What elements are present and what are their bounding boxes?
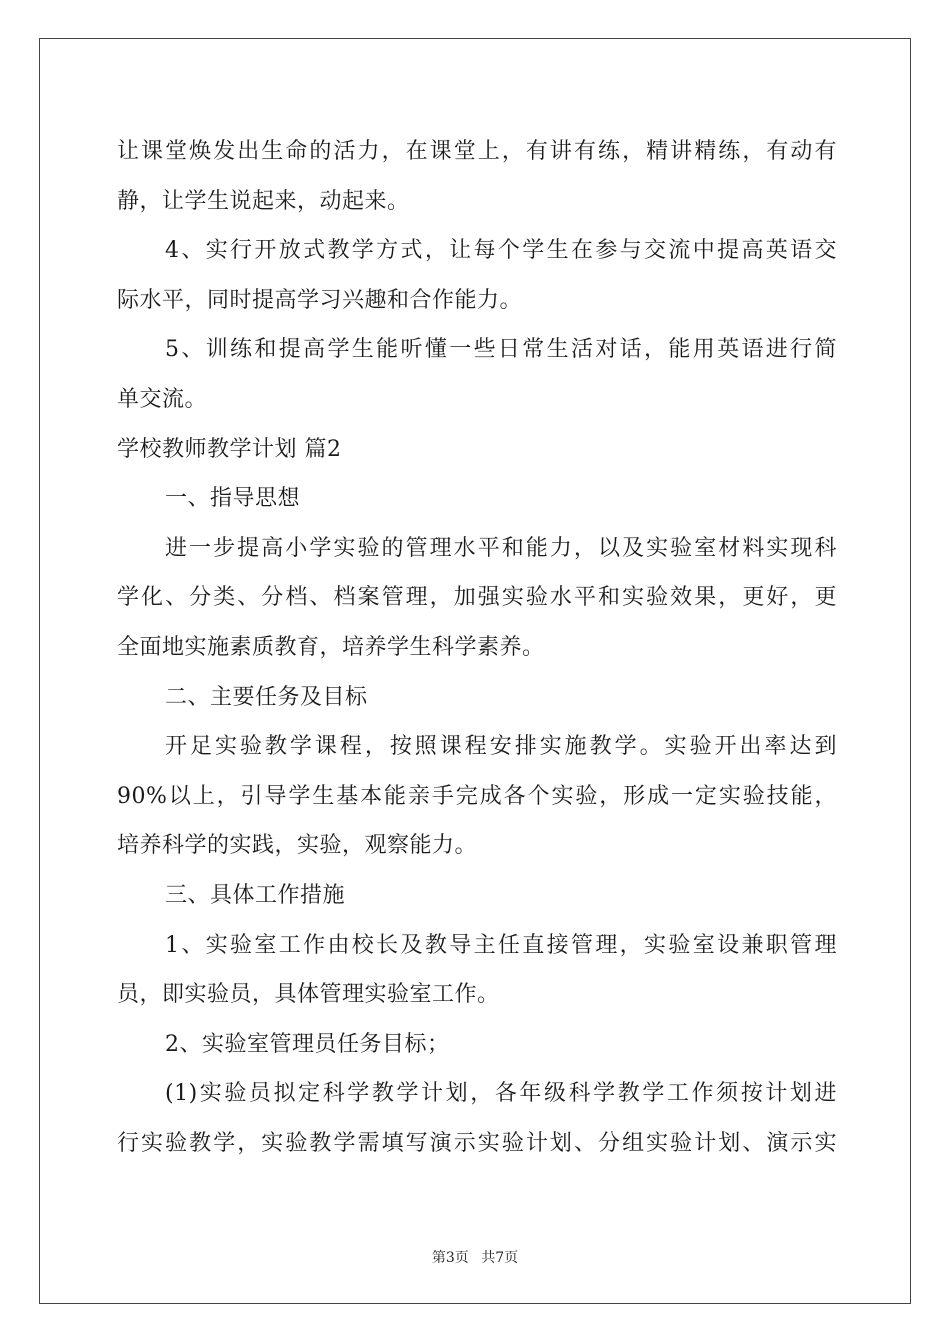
text-line: 1、实验室工作由校长及教导主任直接管理，实验室设兼职管理 xyxy=(165,932,837,958)
text-line: 2、实验室管理员任务目标； xyxy=(165,1031,450,1057)
text-line: 开足实验教学课程，按照课程安排实施教学。实验开出率达到 xyxy=(165,734,837,760)
text-line: 一、指导思想 xyxy=(165,486,301,512)
page-footer xyxy=(0,1247,950,1267)
text-line: 二、主要任务及目标 xyxy=(165,684,368,710)
page-number-current: 第3页 xyxy=(431,1250,469,1266)
text-line: 90%以上，引导学生基本能亲手完成各个实验，形成一定实验技能， xyxy=(117,783,837,809)
text-line: 让课堂焕发出生命的活力，在课堂上，有讲有练，精讲精练，有动有 xyxy=(117,139,837,164)
text-line: 行实验教学，实验教学需填写演示实验计划、分组实验计划、演示实 xyxy=(117,1130,837,1156)
page-number-total: 共7页 xyxy=(481,1250,519,1266)
text-line: (1)实验员拟定科学教学计划，各年级科学教学工作须按计划进 xyxy=(165,1081,837,1107)
text-line: 际水平，同时提高学习兴趣和合作能力。 xyxy=(117,287,523,313)
text-line: 5、训练和提高学生能听懂一些日常生活对话，能用英语进行简 xyxy=(165,337,837,363)
text-line: 全面地实施素质教育，培养学生科学素养。 xyxy=(117,634,545,660)
text-line: 静，让学生说起来，动起来。 xyxy=(117,188,410,214)
text-line: 单交流。 xyxy=(117,386,208,412)
text-line: 培养科学的实践，实验，观察能力。 xyxy=(117,833,478,859)
document-body xyxy=(117,127,837,1168)
text-line: 三、具体工作措施 xyxy=(165,882,346,908)
text-line: 进一步提高小学实验的管理水平和能力，以及实验室材料实现科 xyxy=(165,535,837,561)
text-line: 学校教师教学计划 篇2 xyxy=(117,436,342,462)
text-line: 学化、分类、分档、档案管理，加强实验水平和实验效果，更好，更 xyxy=(117,585,837,611)
text-line: 员，即实验员，具体管理实验室工作。 xyxy=(117,982,500,1008)
text-line: 4、实行开放式教学方式，让每个学生在参与交流中提高英语交 xyxy=(165,238,837,264)
